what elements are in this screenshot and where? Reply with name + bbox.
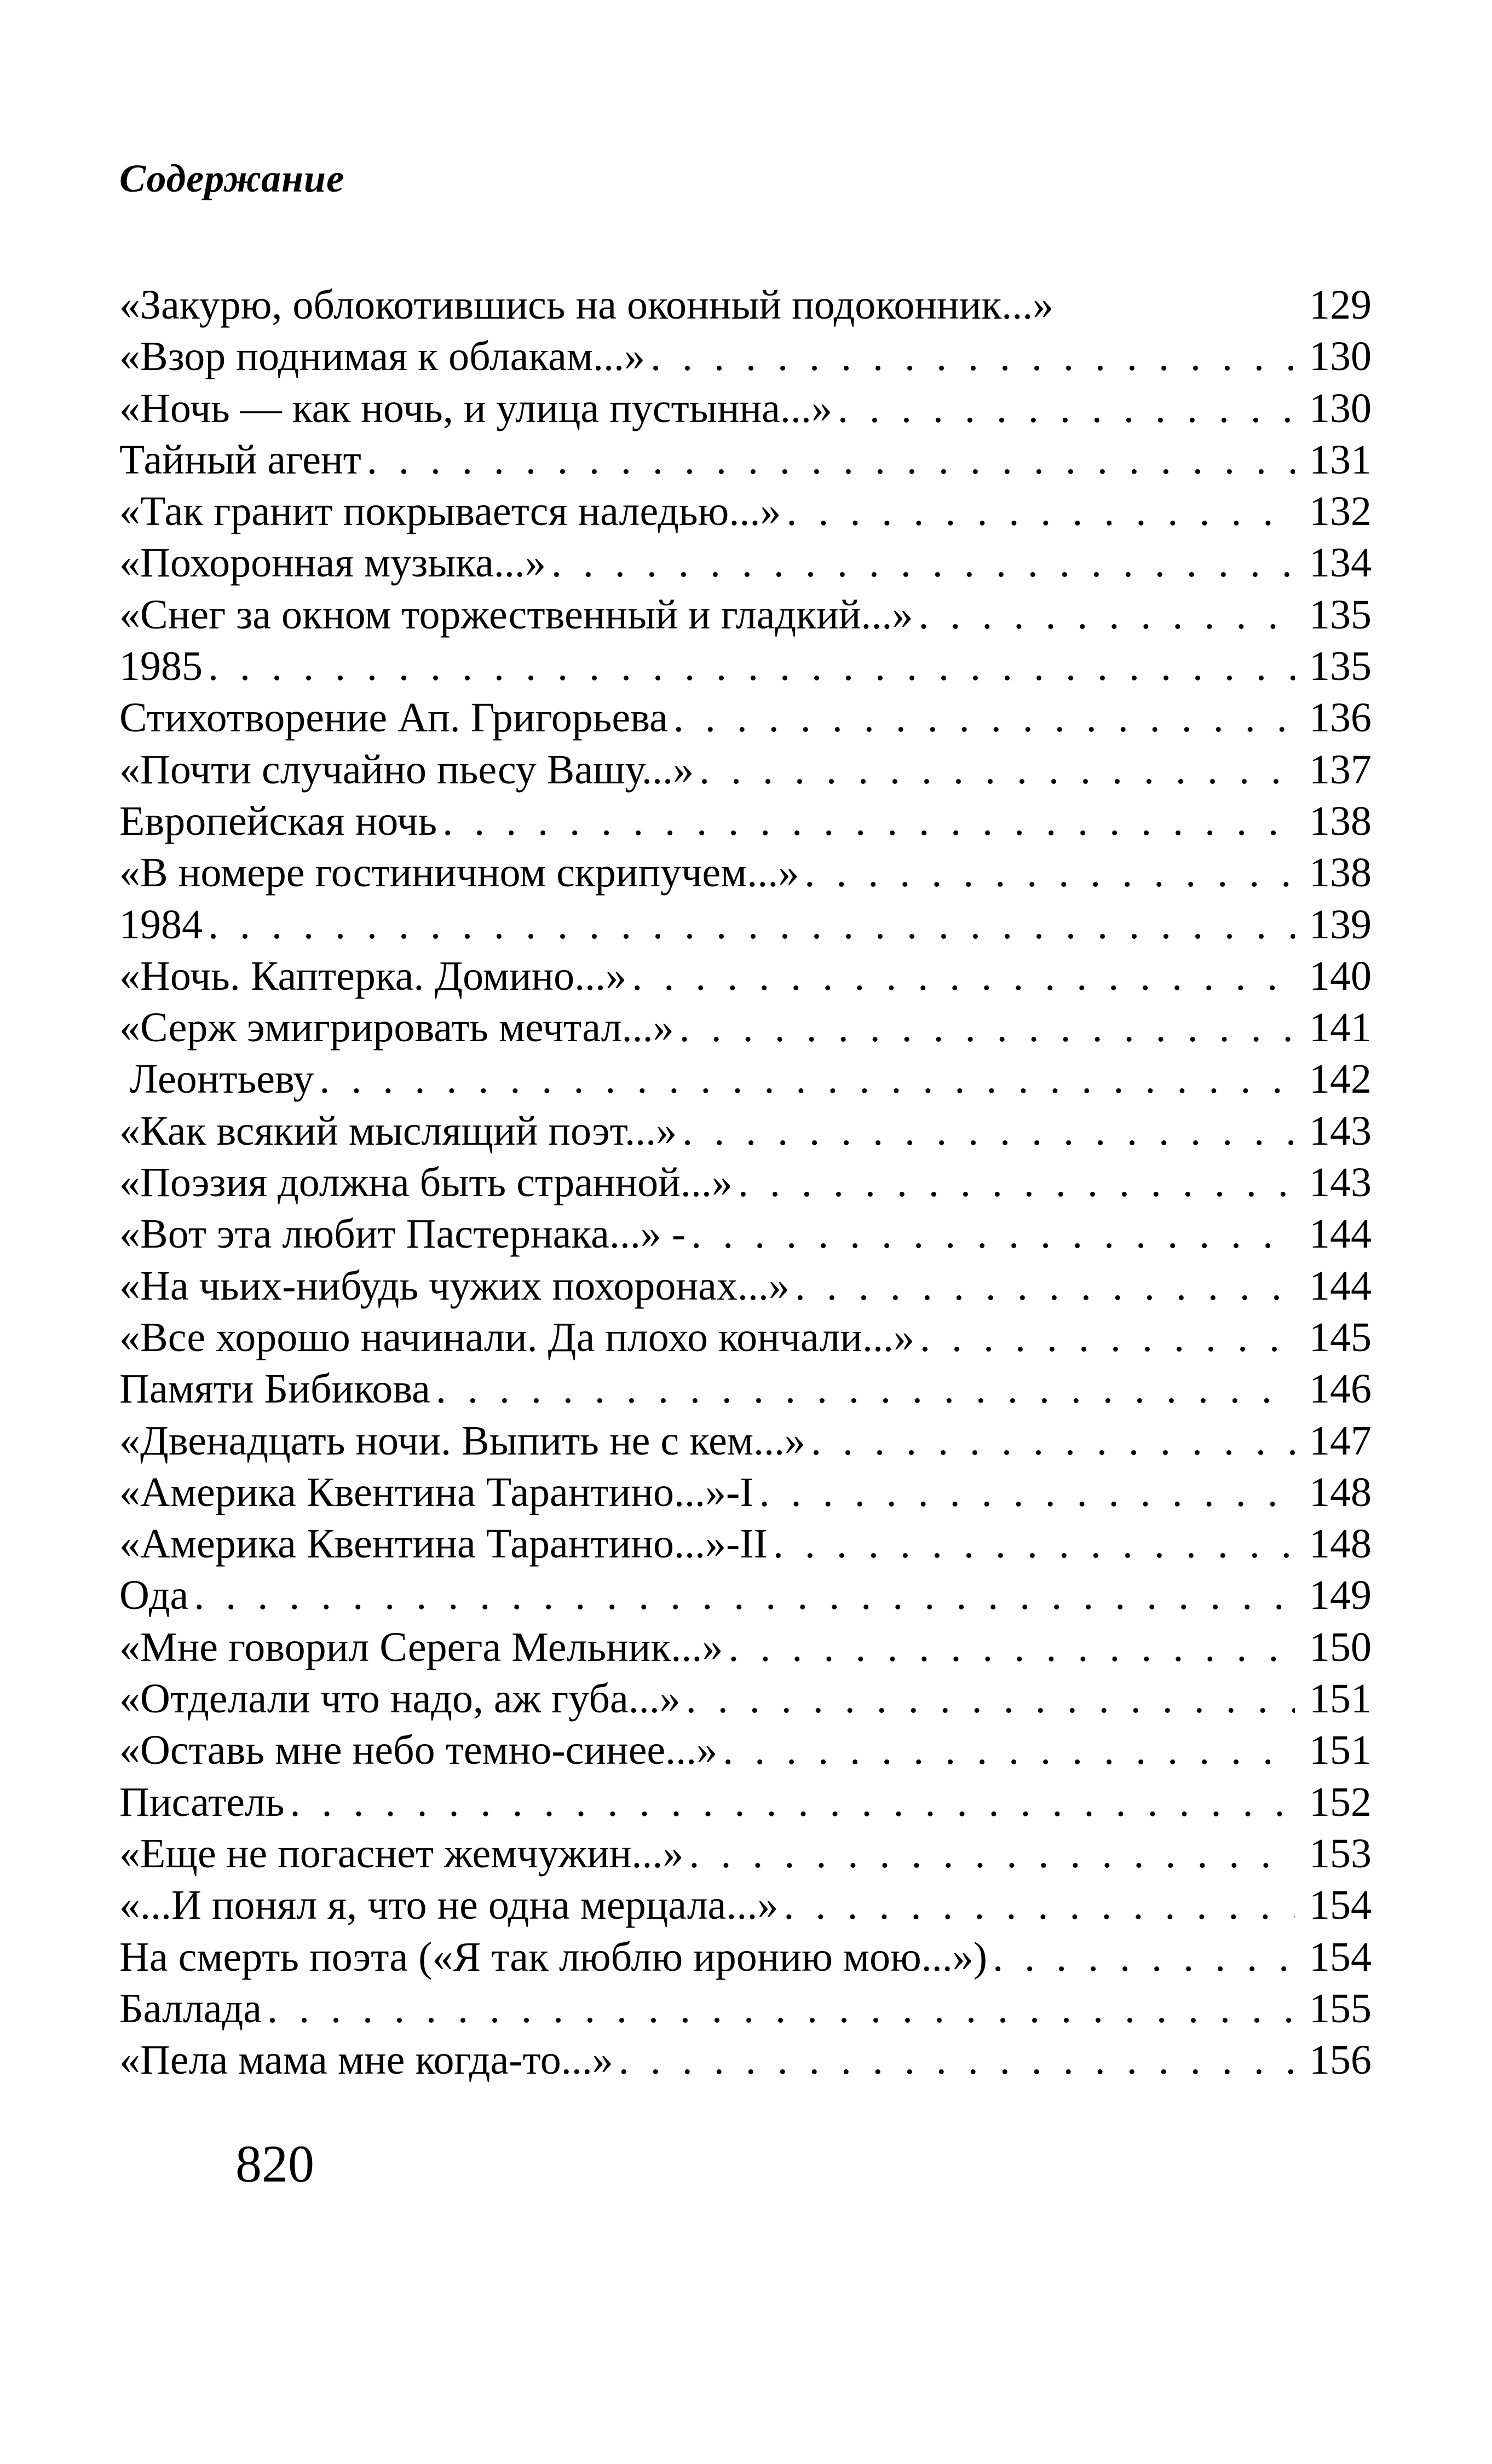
- table-of-contents: [119, 279, 1372, 2086]
- toc-entry-page: 129: [1309, 282, 1372, 328]
- toc-entry: [119, 1260, 1372, 1312]
- toc-dot-leader: [914, 1312, 1295, 1363]
- toc-entry-page: 138: [1309, 850, 1372, 896]
- toc-entry: [119, 383, 1372, 434]
- toc-entry-title: «На чьих-нибудь чужих похоронах...»: [119, 1262, 790, 1309]
- toc-entry-page: 147: [1309, 1417, 1372, 1464]
- toc-dot-leader: [645, 331, 1295, 382]
- toc-entry-page: 153: [1309, 1830, 1372, 1877]
- toc-dot-leader: [790, 1260, 1295, 1312]
- toc-entry-title: Писатель: [119, 1779, 285, 1825]
- toc-entry: [119, 950, 1372, 1002]
- toc-dot-leader: [314, 1053, 1295, 1105]
- toc-dot-leader: [685, 1208, 1295, 1260]
- toc-entry-page: 138: [1309, 798, 1372, 844]
- toc-entry-page: 134: [1309, 540, 1372, 586]
- toc-entry-title: «Ночь. Каптерка. Домино...»: [119, 953, 627, 999]
- toc-dot-leader: [681, 1673, 1295, 1724]
- toc-entry: [119, 1415, 1372, 1467]
- toc-dot-leader: [626, 950, 1295, 1002]
- toc-dot-leader: [203, 640, 1295, 692]
- toc-entry-page: 145: [1309, 1314, 1372, 1360]
- toc-entry-title: «Вот эта любит Пастернака...» -: [119, 1211, 686, 1257]
- toc-dot-leader: [717, 1724, 1295, 1776]
- toc-entry-page: 135: [1309, 591, 1372, 638]
- toc-entry-title: «Серж эмигрировать мечтал...»: [119, 1005, 674, 1051]
- toc-dot-leader: [987, 1931, 1295, 1983]
- toc-entry-title: «Мне говорил Серега Мельник...»: [119, 1624, 723, 1670]
- toc-entry: [119, 1776, 1372, 1828]
- toc-entry: [119, 899, 1372, 950]
- toc-entry: [119, 640, 1372, 692]
- toc-entry-title: «Почти случайно пьесу Вашу...»: [119, 746, 694, 793]
- toc-entry: [119, 434, 1372, 486]
- toc-entry-title: Ода: [119, 1572, 189, 1619]
- toc-entry: [119, 1724, 1372, 1776]
- toc-dot-leader: [430, 1363, 1295, 1415]
- toc-entry: [119, 1053, 1372, 1105]
- toc-entry: [119, 1828, 1372, 1879]
- toc-dot-leader: [437, 795, 1295, 847]
- toc-dot-leader: [683, 1828, 1295, 1879]
- toc-entry: [119, 744, 1372, 795]
- toc-entry: [119, 2034, 1372, 2086]
- running-head: Содержание: [119, 157, 345, 200]
- toc-entry-page: 150: [1309, 1624, 1372, 1670]
- toc-entry-title: «Как всякий мыслящий поэт...»: [119, 1107, 677, 1154]
- toc-entry-title: «...И понял я, что не одна мерцала...»: [119, 1882, 779, 1929]
- toc-entry-page: 151: [1309, 1727, 1372, 1774]
- toc-dot-leader: [723, 1621, 1295, 1673]
- toc-entry-title: На смерть поэта («Я так люблю иронию мою...»): [119, 1934, 988, 1980]
- toc-entry: [119, 1208, 1372, 1260]
- toc-entry-title: «Поэзия должна быть странной...»: [119, 1159, 733, 1206]
- toc-entry-page: 144: [1309, 1262, 1372, 1309]
- toc-entry-page: 130: [1309, 333, 1372, 380]
- toc-entry: [119, 486, 1372, 537]
- toc-dot-leader: [285, 1776, 1295, 1828]
- toc-dot-leader: [677, 1105, 1295, 1157]
- toc-entry: [119, 1879, 1372, 1931]
- toc-entry: [119, 537, 1372, 588]
- toc-entry-title: «Двенадцать ночи. Выпить не с кем...»: [119, 1417, 805, 1464]
- toc-entry: [119, 1673, 1372, 1724]
- toc-entry: [119, 1312, 1372, 1363]
- toc-dot-leader: [799, 847, 1295, 898]
- toc-entry: [119, 1983, 1372, 2034]
- toc-entry-title: «Отделали что надо, аж губа...»: [119, 1676, 681, 1722]
- toc-entry-title: «Еще не погаснет жемчужин...»: [119, 1830, 684, 1877]
- toc-entry: [119, 1621, 1372, 1673]
- toc-entry-page: 149: [1309, 1572, 1372, 1619]
- toc-entry-page: 135: [1309, 643, 1372, 690]
- toc-entry-title: «Пела мама мне когда-то...»: [119, 2037, 613, 2084]
- toc-entry-title: «Америка Квентина Тарантино...»-II: [119, 1521, 768, 1567]
- toc-entry-title: «Ночь — как ночь, и улица пустынна...»: [119, 385, 832, 431]
- toc-dot-leader: [778, 1879, 1295, 1931]
- toc-entry: [119, 1518, 1372, 1569]
- toc-entry: [119, 1569, 1372, 1621]
- toc-entry-page: 141: [1309, 1005, 1372, 1051]
- toc-entry-page: 136: [1309, 695, 1372, 741]
- toc-entry-title: «Оставь мне небо темно-синее...»: [119, 1727, 718, 1774]
- toc-entry-page: 137: [1309, 746, 1372, 793]
- toc-entry: [119, 1157, 1372, 1208]
- toc-dot-leader: [188, 1569, 1295, 1621]
- toc-entry-page: 155: [1309, 1985, 1372, 2032]
- toc-entry-page: 144: [1309, 1211, 1372, 1257]
- toc-dot-leader: [262, 1983, 1295, 2034]
- toc-entry-page: 154: [1309, 1934, 1372, 1980]
- toc-dot-leader: [768, 1518, 1295, 1569]
- toc-dot-leader: [832, 383, 1295, 434]
- toc-entry-title: Тайный агент: [119, 436, 361, 483]
- toc-dot-leader: [694, 744, 1295, 795]
- toc-entry: [119, 1363, 1372, 1415]
- toc-entry-title: «Все хорошо начинали. Да плохо кончали...»: [119, 1314, 914, 1360]
- toc-entry: [119, 331, 1372, 382]
- toc-entry-title: «Так гранит покрывается наледью...»: [119, 488, 781, 535]
- toc-entry-page: 140: [1309, 953, 1372, 999]
- toc-dot-leader: [668, 692, 1295, 743]
- toc-entry-title: 1985: [119, 643, 203, 690]
- toc-entry-page: 148: [1309, 1469, 1372, 1515]
- toc-dot-leader: [674, 1002, 1295, 1053]
- toc-entry-title: «Закурю, облокотившись на оконный подоконник...»: [119, 282, 1054, 328]
- toc-dot-leader: [361, 434, 1295, 486]
- toc-dot-leader: [613, 2034, 1295, 2086]
- toc-dot-leader: [805, 1415, 1295, 1467]
- toc-entry-page: 151: [1309, 1676, 1372, 1722]
- toc-entry-title: Леонтьеву: [119, 1056, 314, 1103]
- toc-entry-page: 152: [1309, 1779, 1372, 1825]
- toc-dot-leader: [203, 899, 1295, 950]
- toc-entry: [119, 1931, 1372, 1983]
- toc-entry-page: 143: [1309, 1107, 1372, 1154]
- toc-dot-leader: [754, 1467, 1295, 1518]
- toc-entry-title: «Снег за окном торжественный и гладкий...»: [119, 591, 913, 638]
- toc-entry-page: 130: [1309, 385, 1372, 431]
- toc-entry-title: «Взор поднимая к облакам...»: [119, 333, 645, 380]
- toc-entry-page: 143: [1309, 1159, 1372, 1206]
- toc-entry-title: Европейская ночь: [119, 798, 437, 844]
- toc-entry-title: 1984: [119, 901, 203, 948]
- toc-entry-page: 154: [1309, 1882, 1372, 1929]
- toc-entry-page: 132: [1309, 488, 1372, 535]
- toc-entry: [119, 692, 1372, 743]
- toc-entry-title: «Похоронная музыка...»: [119, 540, 546, 586]
- toc-entry-page: 142: [1309, 1056, 1372, 1103]
- toc-entry-title: «В номере гостиничном скрипучем...»: [119, 850, 799, 896]
- toc-entry-page: 139: [1309, 901, 1372, 948]
- toc-entry-page: 156: [1309, 2037, 1372, 2084]
- toc-entry-page: 146: [1309, 1366, 1372, 1412]
- toc-entry: [119, 1467, 1372, 1518]
- toc-dot-leader: [546, 537, 1295, 588]
- toc-entry: [119, 795, 1372, 847]
- toc-dot-leader: [733, 1157, 1295, 1208]
- toc-entry: [119, 1105, 1372, 1157]
- toc-entry-page: 148: [1309, 1521, 1372, 1567]
- page-number: 820: [235, 2134, 314, 2193]
- toc-dot-leader: [913, 589, 1295, 640]
- toc-entry: [119, 589, 1372, 640]
- toc-entry-title: Памяти Бибикова: [119, 1366, 430, 1412]
- toc-entry: [119, 279, 1372, 331]
- toc-dot-leader: [781, 486, 1295, 537]
- toc-entry-title: Стихотворение Ап. Григорьева: [119, 695, 668, 741]
- toc-entry-title: Баллада: [119, 1985, 262, 2032]
- toc-entry: [119, 847, 1372, 898]
- toc-entry: [119, 1002, 1372, 1053]
- toc-entry-title: «Америка Квентина Тарантино...»-I: [119, 1469, 754, 1515]
- toc-entry-page: 131: [1309, 436, 1372, 483]
